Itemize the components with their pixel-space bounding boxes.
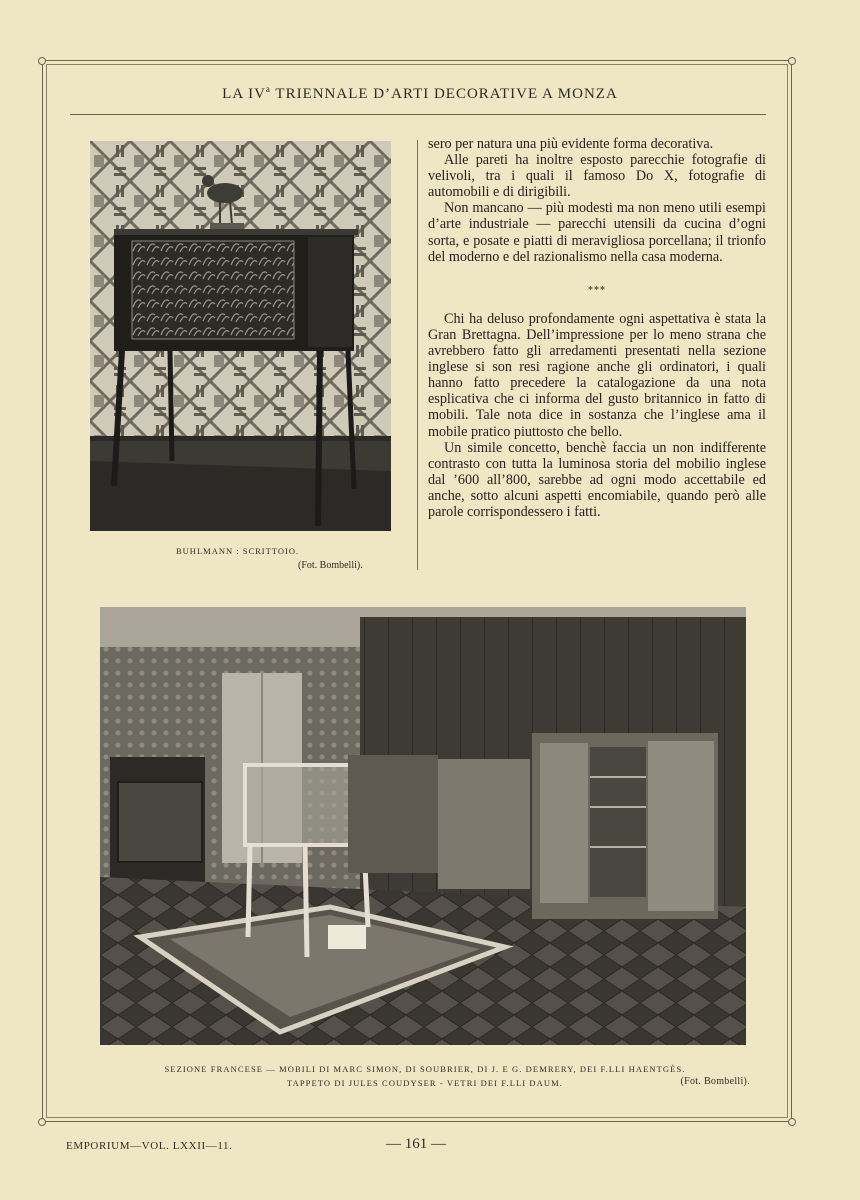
article-text: [428, 136, 766, 520]
frame-corner-ornament: [788, 1118, 796, 1126]
top-photo-credit: (Fot. Bombelli).: [298, 560, 363, 571]
article-paragraph: sero per natura una più evidente forma decorativa.: [428, 136, 714, 152]
article-paragraph: Chi ha deluso profondamente ogni aspettativa è stata la Gran Brettagna. Dell’impressione per lo meno strana che avrebbero fatto gli arredamenti presentati nella sezione inglese si son resi ragione anche gli ordinatori, i quali hanno fatto precedere la catalogazione da una nota esplicativa che ci informa del gusto britannico in fatto di mobili. Tale nota dice in sostanza che l’inglese ama il mobile pratico piuttosto che bello.: [428, 310, 766, 440]
column-divider: [417, 140, 418, 570]
frame-corner-ornament: [788, 57, 796, 65]
article-paragraph: Alle pareti ha inoltre esposto parecchie fotografie di velivoli, tra i quali il famoso Do X, fotografie di automobili e di dirigibili.: [428, 152, 766, 201]
bottom-photo-credit: (Fot. Bombelli).: [680, 1076, 750, 1087]
photo-buhlmann-desk: [90, 141, 391, 531]
article-paragraph: Un simile concetto, benchè faccia un non indifferente contrasto con tutta la luminosa storia del mobilio inglese dal ’600 all’800, sarebbe ad ogni modo accettabile ed anche, sotto alcuni aspetti encomiabile, quando però alle parole corrispondessero i fatti.: [428, 439, 766, 520]
page-header-title: [70, 84, 770, 103]
photo-french-section: [100, 607, 746, 1045]
bottom-caption-line2: TAPPETO DI JULES COUDYSER - VETRI DEI F.LLI DAUM.: [286, 1078, 564, 1088]
header-title-main: LA IV: [222, 86, 266, 102]
article-paragraph: Non mancano — più modesti ma non meno utili esempi d’arte industriale — parecchi utensili da cucina d’ogni sorta, e posate e piatti di meravigliosa porcellana; il trionfo del moderno e del razionalismo nella casa moderna.: [428, 200, 766, 265]
header-title-rest: TRIENNALE D’ARTI DECORATIVE A MONZA: [270, 86, 618, 102]
frame-corner-ornament: [38, 57, 46, 65]
page-number: — 161 —: [386, 1136, 446, 1152]
header-title-sup: a: [265, 84, 271, 94]
frame-corner-ornament: [38, 1118, 46, 1126]
header-rule: [70, 114, 766, 115]
top-photo-caption: BUHLMANN : SCRITTOIO.: [176, 546, 300, 556]
journal-footer: EMPORIUM—VOL. LXXII—11.: [66, 1140, 233, 1152]
section-separator: ***: [588, 284, 606, 296]
bottom-caption-line1: SEZIONE FRANCESE — MOBILI DI MARC SIMON, DI SOUBRIER, DI J. E G. DEMRERY, DEI F.LLI HAENTGÈS.: [164, 1064, 686, 1074]
bottom-photo-caption: [100, 1062, 750, 1090]
